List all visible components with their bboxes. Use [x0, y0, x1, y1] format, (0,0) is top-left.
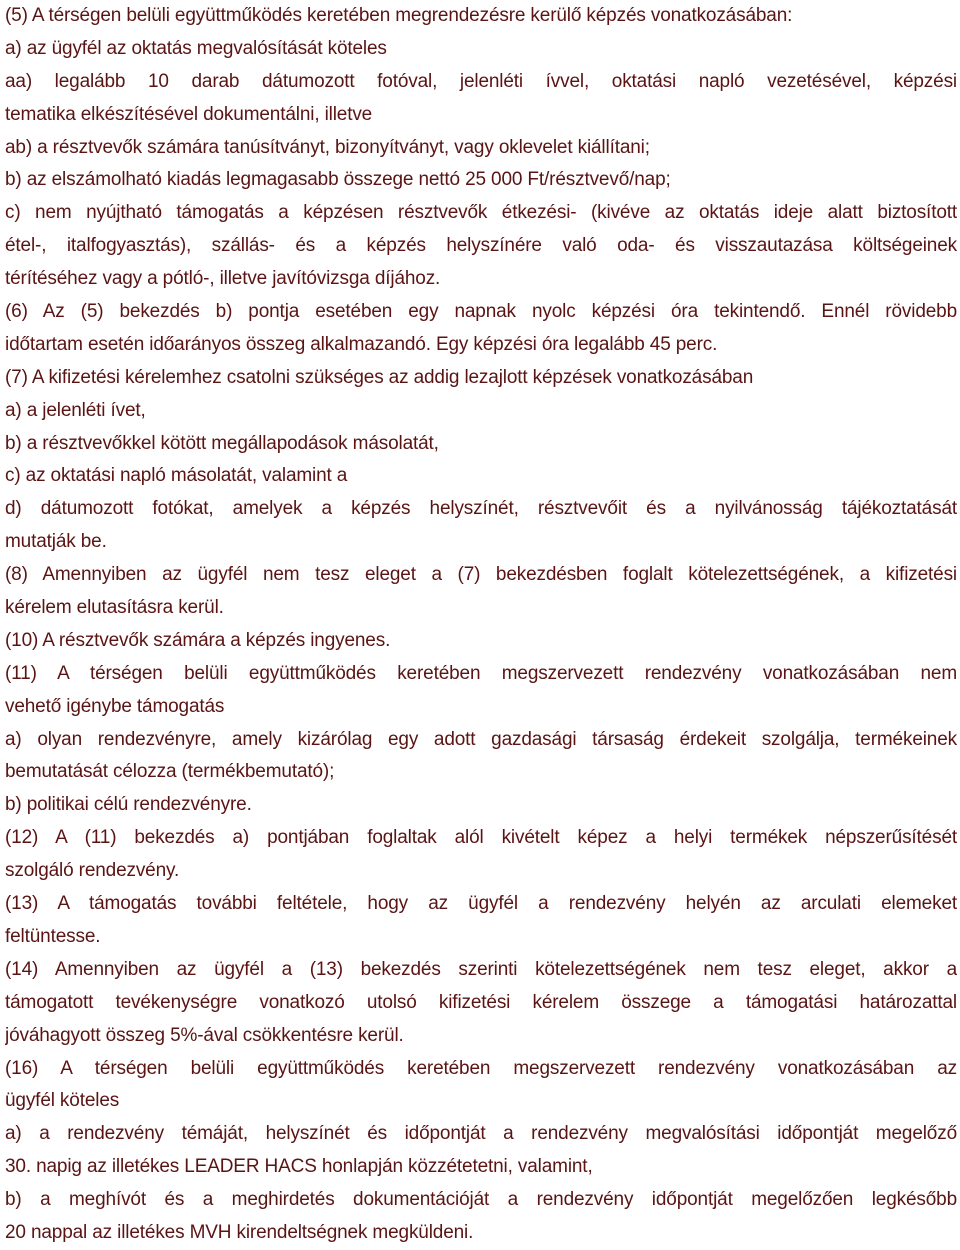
text-line: b) az elszámolható kiadás legmagasabb összege nettó 25 000 Ft/résztvevő/nap; — [5, 169, 671, 191]
text-line: d) dátumozott fotókat, amelyek a képzés helyszínét, résztvevőit és a nyilvánosság tájékoztatását — [5, 498, 957, 520]
text-line: étel-, italfogyasztás), szállás- és a képzés helyszínére való oda- és visszautazása költségeinek — [5, 235, 957, 257]
text-line: vehető igénybe támogatás — [5, 695, 225, 717]
text-line: (14) Amennyiben az ügyfél a (13) bekezdés szerinti kötelezettségének nem tesz eleget, akkor a — [5, 958, 957, 980]
text-line: szolgáló rendezvény. — [5, 860, 180, 882]
text-line: (16) A térségen belüli együttműködés keretében megszervezett rendezvény vonatkozásában az — [5, 1057, 957, 1079]
text-line: kérelem elutasításra kerül. — [5, 597, 224, 619]
text-line: (8) Amennyiben az ügyfél nem tesz eleget a (7) bekezdésben foglalt kötelezettségének, a kifizetési — [5, 564, 957, 586]
text-line: időtartam esetén időarányos összeg alkalmazandó. Egy képzési óra legalább 45 perc. — [5, 333, 718, 355]
text-line: mutatják be. — [5, 531, 107, 553]
text-line: b) a résztvevőkkel kötött megállapodások másolatát, — [5, 432, 439, 454]
text-line: bemutatását célozza (termékbemutató); — [5, 761, 335, 783]
text-line: a) a rendezvény témáját, helyszínét és időpontját a rendezvény megvalósítási időpontját megelőző — [5, 1123, 957, 1145]
text-line: aa) legalább 10 darab dátumozott fotóval, jelenléti ívvel, oktatási napló vezetésével, képzési — [5, 70, 957, 92]
text-line: támogatott tevékenységre vonatkozó utolsó kifizetési kérelem összege a támogatási határozattal — [5, 991, 957, 1013]
text-line: (7) A kifizetési kérelemhez csatolni szükséges az addig lezajlott képzések vonatkozásában — [5, 366, 754, 388]
text-line: (5) A térségen belüli együttműködés keretében megrendezésre kerülő képzés vonatkozásában: — [5, 5, 793, 26]
text-line: a) a jelenléti ívet, — [5, 399, 146, 421]
text-line: feltüntesse. — [5, 925, 101, 947]
text-line: c) az oktatási napló másolatát, valamint a — [5, 465, 348, 487]
text-line: b) politikai célú rendezvényre. — [5, 794, 252, 816]
text-line: (10) A résztvevők számára a képzés ingyenes. — [5, 629, 391, 651]
text-line: (11) A térségen belüli együttműködés keretében megszervezett rendezvény vonatkozásában nem — [5, 662, 957, 684]
text-line: (13) A támogatás további feltétele, hogy az ügyfél a rendezvény helyén az arculati elemeket — [5, 893, 957, 915]
text-line: b) a meghívót és a meghirdetés dokumentációját a rendezvény időpontját megelőzően legkésőbb — [5, 1189, 957, 1211]
text-line: 30. napig az illetékes LEADER HACS honlapján közzétetetni, valamint, — [5, 1156, 593, 1178]
text-line: tematika elkészítésével dokumentálni, illetve — [5, 103, 373, 125]
text-line: a) olyan rendezvényre, amely kizárólag egy adott gazdasági társaság érdekeit szolgálja, termékeinek — [5, 728, 957, 750]
text-line: (12) A (11) bekezdés a) pontjában foglaltak alól kivételt képez a helyi termékek népszerűsítését — [5, 827, 957, 849]
text-line: 20 nappal az illetékes MVH kirendeltségnek megküldeni. — [5, 1221, 474, 1243]
text-line: jóváhagyott összeg 5%-ával csökkentésre kerül. — [5, 1024, 404, 1046]
text-line: c) nem nyújtható támogatás a képzésen résztvevők étkezési- (kivéve az oktatás ideje alatt biztosított — [5, 202, 957, 224]
text-line: ab) a résztvevők számára tanúsítványt, bizonyítványt, vagy oklevelet kiállítani; — [5, 136, 650, 158]
text-line: (6) Az (5) bekezdés b) pontja esetében egy napnak nyolc képzési óra tekintendő. Ennél rövidebb — [5, 301, 957, 323]
text-line: ügyfél köteles — [5, 1090, 120, 1112]
text-line: térítéséhez vagy a pótló-, illetve javítóvizsga díjához. — [5, 268, 441, 290]
text-line: a) az ügyfél az oktatás megvalósítását köteles — [5, 37, 387, 59]
